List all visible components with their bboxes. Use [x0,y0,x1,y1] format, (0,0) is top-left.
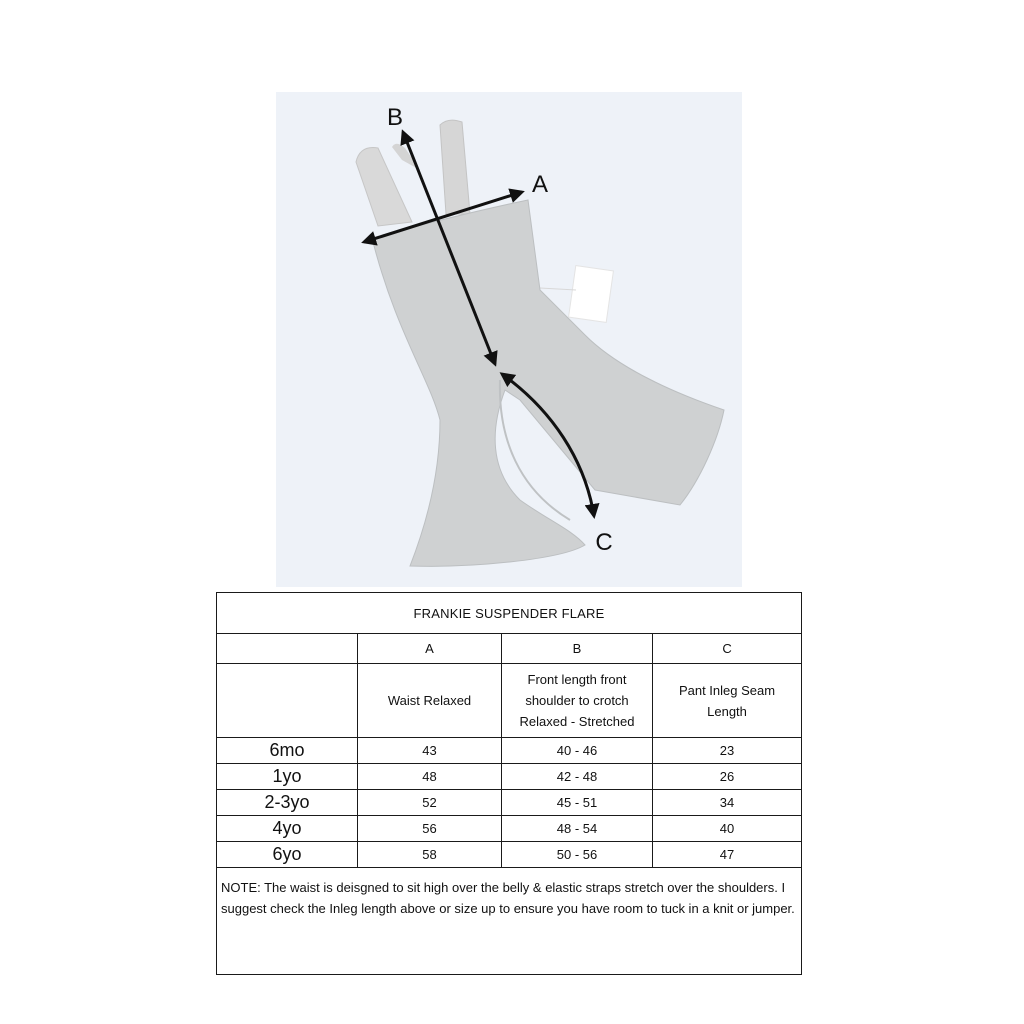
pants-garment [372,200,724,566]
label-c: C [595,529,613,556]
value-a: 52 [358,790,502,816]
column-description-c: Pant Inleg Seam Length [653,664,802,738]
value-c: 47 [653,842,802,868]
value-b: 40 - 46 [502,738,653,764]
value-b: 45 - 51 [502,790,653,816]
suspender-straps [356,120,470,226]
empty-cell [217,634,358,664]
value-a: 58 [358,842,502,868]
column-letter-b: B [502,634,653,664]
column-letter-c: C [653,634,802,664]
size-label: 6mo [217,738,358,764]
value-b: 50 - 56 [502,842,653,868]
measurement-diagram [276,92,742,587]
size-label: 1yo [217,764,358,790]
table-row [217,738,802,764]
value-c: 26 [653,764,802,790]
product-photo [276,92,742,587]
label-b: B [386,104,404,131]
table-row [217,790,802,816]
table-title-row [217,593,802,634]
table-title: FRANKIE SUSPENDER FLARE [217,593,802,634]
empty-cell [217,664,358,738]
value-b: 42 - 48 [502,764,653,790]
size-chart-table [216,592,802,975]
value-a: 48 [358,764,502,790]
column-letter-a: A [358,634,502,664]
value-c: 34 [653,790,802,816]
value-b: 48 - 54 [502,816,653,842]
column-description-a: Waist Relaxed [358,664,502,738]
column-description-row [217,664,802,738]
label-a: A [531,171,549,198]
table-row [217,816,802,842]
value-a: 56 [358,816,502,842]
note-row [217,868,802,975]
table-row [217,764,802,790]
value-a: 43 [358,738,502,764]
size-note: NOTE: The waist is deisgned to sit high over the belly & elastic straps stretch over the shoulders. I suggest check the Inleg length above or size up to ensure you have room to tuck in a knit or jumper. [217,868,802,975]
size-label: 2-3yo [217,790,358,816]
value-c: 23 [653,738,802,764]
size-label: 4yo [217,816,358,842]
column-description-b: Front length front shoulder to crotch Relaxed - Stretched [502,664,653,738]
column-letter-row [217,634,802,664]
table-row [217,842,802,868]
size-label: 6yo [217,842,358,868]
value-c: 40 [653,816,802,842]
